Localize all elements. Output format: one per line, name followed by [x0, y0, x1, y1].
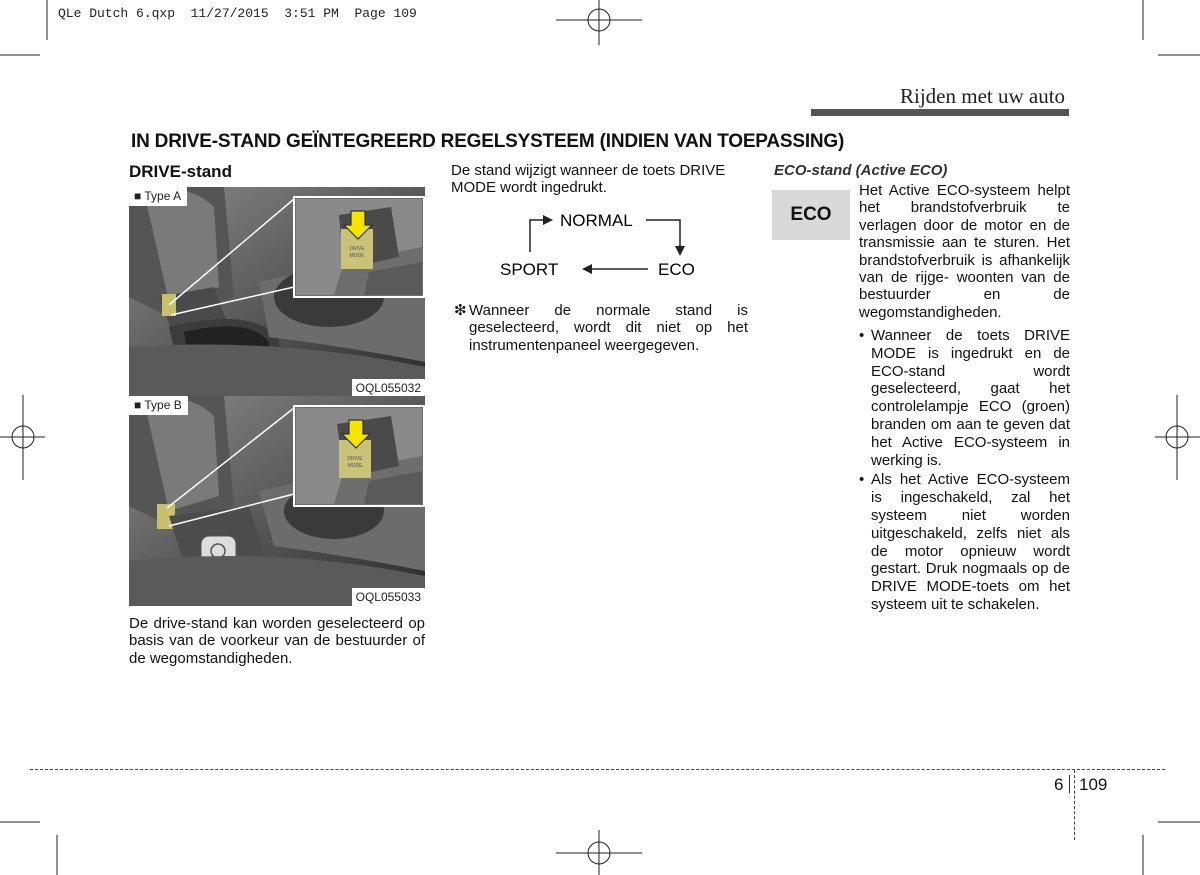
note-text: Wanneer de normale stand is geselecteerd, wordt dit niet op het instrumentenpaneel weergegeven. — [469, 302, 748, 354]
arrow-sport-to-normal — [530, 220, 545, 252]
figure-type-a — [129, 187, 425, 397]
mode-cycle-diagram — [490, 200, 720, 290]
list-item: • Als het Active ECO-systeem is ingeschakeld, zal het systeem niet worden uitgeschakeld, zelfs niet als de motor opnieuw wordt gestart. Druk nogmaals op de DRIVE MODE-toets om het systeem uit te schakelen. — [859, 471, 1070, 613]
mode-intro: De stand wijzigt wanneer de toets DRIVE MODE wordt ingedrukt. — [451, 162, 726, 197]
footer-divider — [30, 769, 1165, 770]
type-label-b: ■ Type B — [129, 396, 188, 415]
arrow-normal-to-eco — [646, 220, 680, 248]
figure-code-b: OQL055033 — [352, 588, 425, 606]
eco-badge: ECO — [772, 190, 850, 240]
mode-label-b: MODE — [347, 463, 363, 469]
eco-paragraph: Het Active ECO-systeem helpt het brandstofverbruik te verlagen door de motor en de transmissie aan te sturen. Het brandstofverbruik is afhankelijk van de rijge- woonten van de bestuurder en de wegomstandigheden. — [859, 182, 1070, 321]
section-bar — [811, 109, 1069, 116]
figure-code-a: OQL055032 — [352, 379, 425, 397]
figure-type-b — [129, 396, 425, 606]
drive-paragraph: De drive-stand kan worden geselecteerd op basis van de voorkeur van de bestuurder of de wegomstandigheden. — [129, 615, 425, 667]
console-illustration-a — [129, 187, 425, 397]
diagram-normal: NORMAL — [560, 211, 633, 230]
drive-label-a: DRIVE — [349, 246, 365, 252]
note-symbol-icon: ❇ — [454, 302, 467, 319]
drive-heading: DRIVE-stand — [129, 162, 232, 181]
drive-label-b: DRIVE — [347, 456, 363, 462]
printer-slug: QLe Dutch 6.qxp 11/27/2015 3:51 PM Page 109 — [58, 6, 417, 21]
chapter-number: 6 — [1054, 775, 1064, 794]
section-title: Rijden met uw auto — [900, 84, 1066, 108]
diagram-sport: SPORT — [500, 260, 559, 279]
page-title: IN DRIVE-STAND GEÏNTEGREERD REGELSYSTEEM (INDIEN VAN TOEPASSING) — [131, 131, 845, 152]
mode-label-a: MODE — [349, 253, 365, 259]
type-label-a: ■ Type A — [129, 187, 187, 206]
eco-bullet-list — [859, 327, 1070, 614]
normal-mode-note — [454, 302, 748, 354]
page-number-separator — [1069, 775, 1070, 793]
eco-heading: ECO-stand (Active ECO) — [774, 162, 948, 179]
console-illustration-b — [129, 396, 425, 606]
page-number: 109 — [1079, 775, 1108, 794]
diagram-eco: ECO — [658, 260, 695, 279]
footer-vertical-divider — [1074, 770, 1075, 840]
list-item: • Wanneer de toets DRIVE MODE is ingedrukt en de ECO-stand wordt geselecteerd, gaat het controlelampje ECO (groen) branden om aan te geven dat het Active ECO-systeem in werking is. — [859, 327, 1070, 469]
